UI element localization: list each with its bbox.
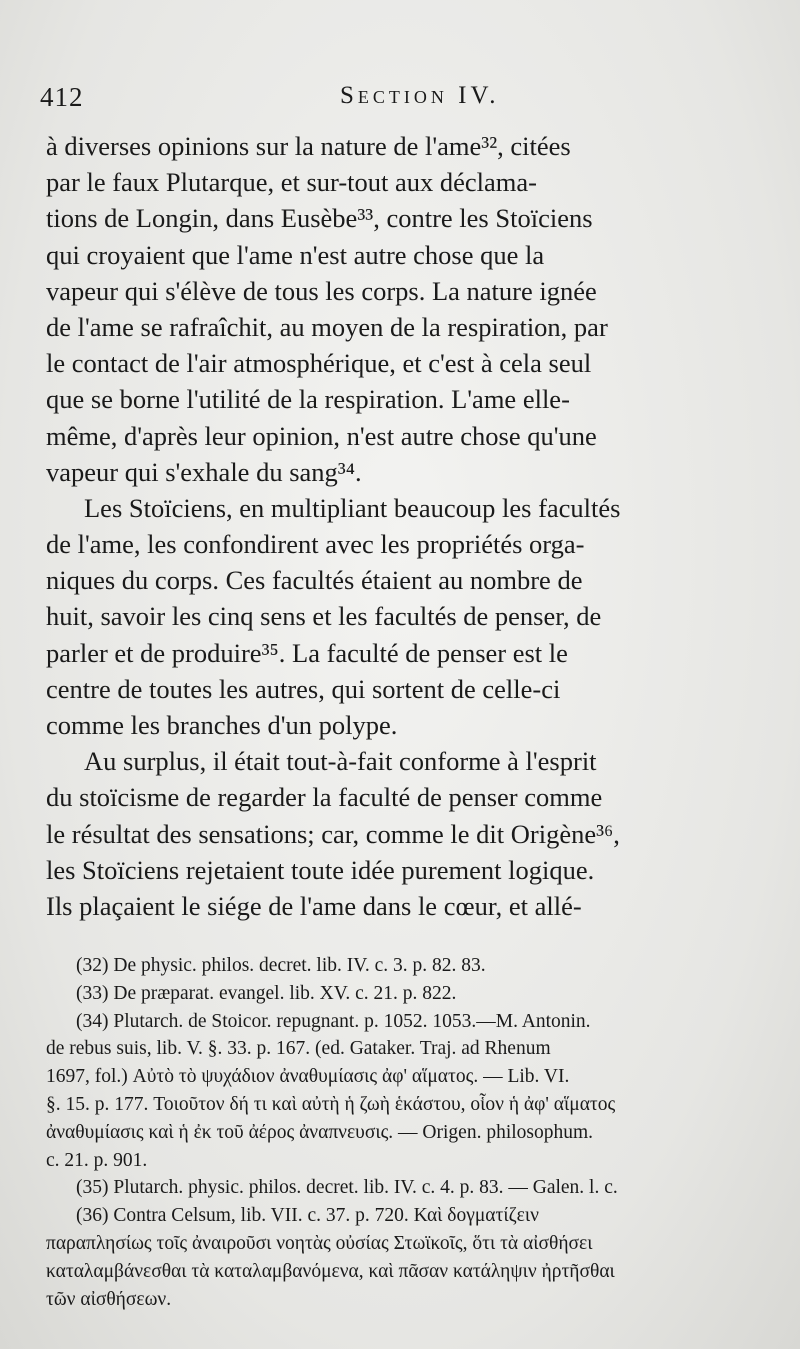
footnote-line: 1697, fol.) Αὐτὸ τὸ ψυχάδιον ἀναθυμίασις ἀφ' αἵματος. — Lib. VI. xyxy=(46,1066,570,1088)
text-line: par le faux Plutarque, et sur-tout aux déclama- xyxy=(46,167,538,198)
text-line: que se borne l'utilité de la respiration. L'ame elle- xyxy=(46,384,570,415)
footnote-line: §. 15. p. 177. Τοιοῦτον δή τι καὶ αὐτὴ ἡ ζωὴ ἑκάστου, οἷον ἡ ἀφ' αἵματος xyxy=(46,1093,616,1115)
footnote-line: ἀναθυμίασις καὶ ἡ ἐκ τοῦ ἀέρος ἀναπνευσις. — Origen. philosophum. xyxy=(46,1121,594,1143)
footnote-line: τῶν αἰσθήσεων. xyxy=(46,1288,172,1310)
text-line: comme les branches d'un polype. xyxy=(46,710,398,740)
text-line: qui croyaient que l'ame n'est autre chose que la xyxy=(46,239,545,270)
text-line: vapeur qui s'exhale du sang³⁴. xyxy=(46,456,362,487)
footnote-line: παραπλησίως τοῖς ἀναιροῦσι νοητὰς οὐσίας Στωϊκοῖς, ὅτι τὰ αἰσθήσει xyxy=(46,1232,593,1254)
footnote-line: καταλαμβάνεσθαι τὰ καταλαμβανόμενα, καὶ πᾶσαν κατάληψιν ἠρτῆσθαι xyxy=(46,1260,615,1282)
text-line: tions de Longin, dans Eusèbe³³, contre les Stoïciens xyxy=(46,203,593,234)
page-number: 412 xyxy=(40,82,84,112)
text-line: Ils plaçaient le siége de l'ame dans le cœur, et allé- xyxy=(46,890,582,921)
text-line: à diverses opinions sur la nature de l'ame³², citées xyxy=(46,131,571,161)
footnote-line: c. 21. p. 901. xyxy=(46,1149,148,1171)
running-head: Section IV. xyxy=(340,82,500,109)
text-line: le résultat des sensations; car, comme le dit Origène³⁶, xyxy=(46,818,620,849)
footnote-line: (33) De præparat. evangel. lib. XV. c. 21. p. 822. xyxy=(76,982,457,1004)
paragraph-start-line: Au surplus, il était tout-à-fait conforme à l'esprit xyxy=(84,746,597,777)
text-line: les Stoïciens rejetaient toute idée purement logique. xyxy=(46,854,595,885)
text-line: du stoïcisme de regarder la faculté de penser comme xyxy=(46,782,603,813)
main-text xyxy=(46,128,762,924)
footnote-line: (34) Plutarch. de Stoicor. repugnant. p. 1052. 1053.—M. Antonin. xyxy=(76,1010,591,1032)
text-line: le contact de l'air atmosphérique, et c'est à cela seul xyxy=(46,348,592,379)
paragraph-start-line: Les Stoïciens, en multipliant beaucoup les facultés xyxy=(84,492,621,523)
footnotes xyxy=(46,952,768,1313)
text-line: niques du corps. Ces facultés étaient au nombre de xyxy=(46,565,583,596)
footnote-line: de rebus suis, lib. V. §. 33. p. 167. (ed. Gataker. Traj. ad Rhenum xyxy=(46,1038,551,1060)
text-line: de l'ame se rafraîchit, au moyen de la respiration, par xyxy=(46,311,608,342)
text-line: parler et de produire³⁵. La faculté de penser est le xyxy=(46,637,568,668)
text-line: vapeur qui s'élève de tous les corps. La nature ignée xyxy=(46,275,597,306)
text-line: centre de toutes les autres, qui sortent de celle-ci xyxy=(46,673,561,704)
text-line: huit, savoir les cinq sens et les facultés de penser, de xyxy=(46,601,602,632)
footnote-line: (35) Plutarch. physic. philos. decret. lib. IV. c. 4. p. 83. — Galen. l. c. xyxy=(76,1177,618,1199)
text-line: même, d'après leur opinion, n'est autre chose qu'une xyxy=(46,420,597,451)
footnote-line: (36) Contra Celsum, lib. VII. c. 37. p. 720. Καὶ δογματίζειν xyxy=(76,1205,539,1227)
page-header xyxy=(40,82,760,118)
footnote-line: (32) De physic. philos. decret. lib. IV. c. 3. p. 82. 83. xyxy=(76,955,486,976)
text-line: de l'ame, les confondirent avec les propriétés orga- xyxy=(46,529,585,560)
